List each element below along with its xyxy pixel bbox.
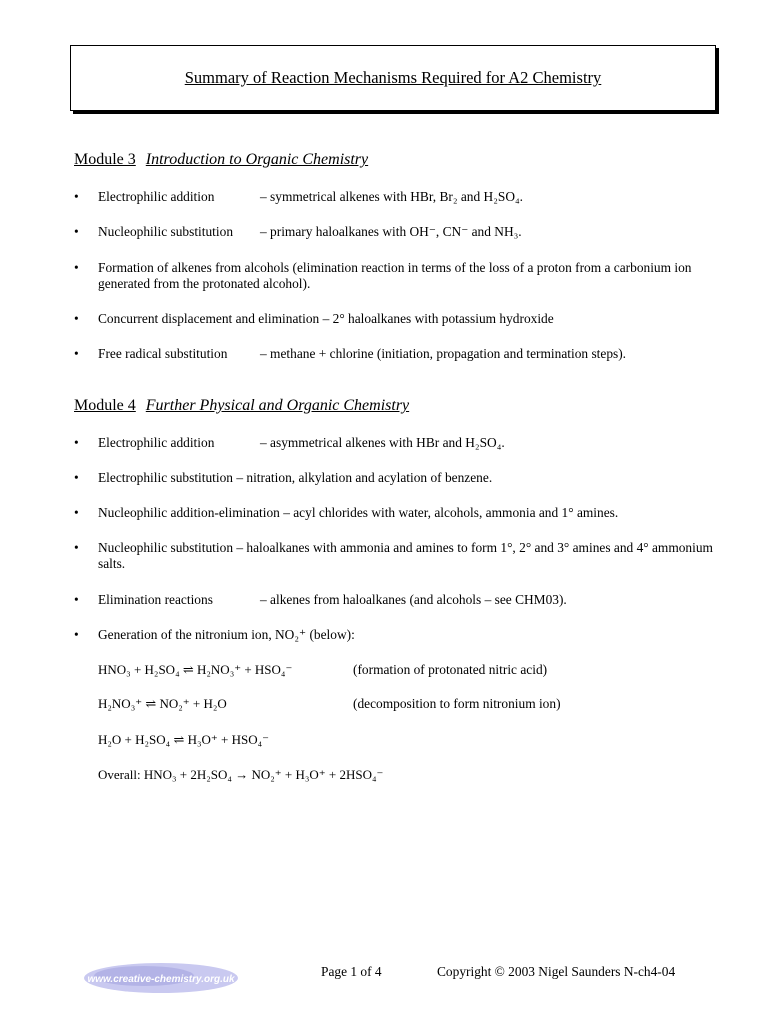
equation-note: (decomposition to form nitronium ion) [353, 696, 561, 711]
item-text: Nucleophilic substitution – haloalkanes with ammonia and amines to form 1°, 2° and 3° amines and 4° ammonium salts. [98, 540, 713, 571]
list-item: • Formation of alkenes from alcohols (elimination reaction in terms of the loss of a proton from a carbonium ion generated from the protonated alcohol). [74, 260, 714, 292]
module3-label: Module 3 [74, 151, 136, 168]
module3-heading [74, 151, 368, 169]
equation: HNO₃ + H₂SO₄ ⇌ H₂NO₃⁺ + HSO₄⁻ [98, 662, 293, 677]
item-name: Free radical substitution [98, 346, 228, 361]
title-box [70, 45, 716, 111]
list-item: • Nucleophilic addition-elimination – acyl chlorides with water, alcohols, ammonia and 1° amines. [74, 505, 714, 521]
item-name: Nucleophilic substitution [98, 224, 234, 239]
copyright: Copyright © 2003 Nigel Saunders N-ch4-04 [437, 964, 676, 979]
item-text: Electrophilic substitution – nitration, alkylation and acylation of benzene. [98, 470, 493, 485]
list-item: • Electrophilic addition – asymmetrical alkenes with HBr and H₂SO₄. [74, 435, 505, 450]
list-item: • Free radical substitution – methane + chlorine (initiation, propagation and termination steps). [74, 346, 627, 361]
list-item: • Electrophilic addition – symmetrical alkenes with HBr, Br₂ and H₂SO₄. [74, 189, 524, 204]
page-title: Summary of Reaction Mechanisms Required for A2 Chemistry [184, 68, 602, 87]
item-desc: – primary haloalkanes with OH⁻, CN⁻ and NH₃. [260, 224, 522, 239]
item-name: Electrophilic addition [98, 189, 215, 204]
item-text: Nucleophilic addition-elimination – acyl chlorides with water, alcohols, ammonia and 1° amines. [98, 505, 619, 520]
item-text: Formation of alkenes from alcohols (elimination reaction in terms of the loss of a proton from a carbonium ion generated from the protonated alcohol). [98, 260, 692, 291]
list-item: • Nucleophilic substitution – primary haloalkanes with OH⁻, CN⁻ and NH₃. [74, 224, 522, 239]
module4-heading [74, 397, 409, 415]
list-item: • Electrophilic substitution – nitration, alkylation and acylation of benzene. [74, 470, 714, 486]
item-desc: – symmetrical alkenes with HBr, Br₂ and H₂SO₄. [260, 189, 524, 204]
equation-overall: Overall: HNO₃ + 2H₂SO₄ → NO₂⁺ + H₃O⁺ + 2HSO₄⁻ [98, 767, 384, 782]
item-text: Generation of the nitronium ion, NO₂⁺ (below): [98, 627, 355, 642]
equation: H₂O + H₂SO₄ ⇌ H₃O⁺ + HSO₄⁻ [98, 732, 270, 747]
list-item: • Elimination reactions – alkenes from haloalkanes (and alcohols – see CHM03). [74, 592, 567, 607]
module4-subject: Further Physical and Organic Chemistry [145, 397, 410, 414]
list-item: • Concurrent displacement and elimination – 2° haloalkanes with potassium hydroxide [74, 311, 714, 327]
equation-note: (formation of protonated nitric acid) [353, 662, 548, 677]
item-name: Elimination reactions [98, 592, 213, 607]
item-desc: – methane + chlorine (initiation, propagation and termination steps). [260, 346, 627, 361]
list-item: • Generation of the nitronium ion, NO₂⁺ (below): [74, 627, 714, 643]
module4-label: Module 4 [74, 397, 136, 414]
logo-text: www.creative-chemistry.org.uk [87, 974, 235, 985]
page-number: Page 1 of 4 [321, 964, 382, 979]
item-desc: – asymmetrical alkenes with HBr and H₂SO₄. [260, 435, 505, 450]
item-text: Concurrent displacement and elimination – 2° haloalkanes with potassium hydroxide [98, 311, 554, 326]
equation: H₂NO₃⁺ ⇌ NO₂⁺ + H₂O [98, 696, 227, 711]
module3-subject: Introduction to Organic Chemistry [145, 151, 369, 168]
list-item: • Nucleophilic substitution – haloalkanes with ammonia and amines to form 1°, 2° and 3° amines and 4° ammonium salts. [74, 540, 713, 571]
item-name: Electrophilic addition [98, 435, 215, 450]
creative-chemistry-logo [82, 960, 240, 996]
item-desc: – alkenes from haloalkanes (and alcohols – see CHM03). [260, 592, 567, 607]
